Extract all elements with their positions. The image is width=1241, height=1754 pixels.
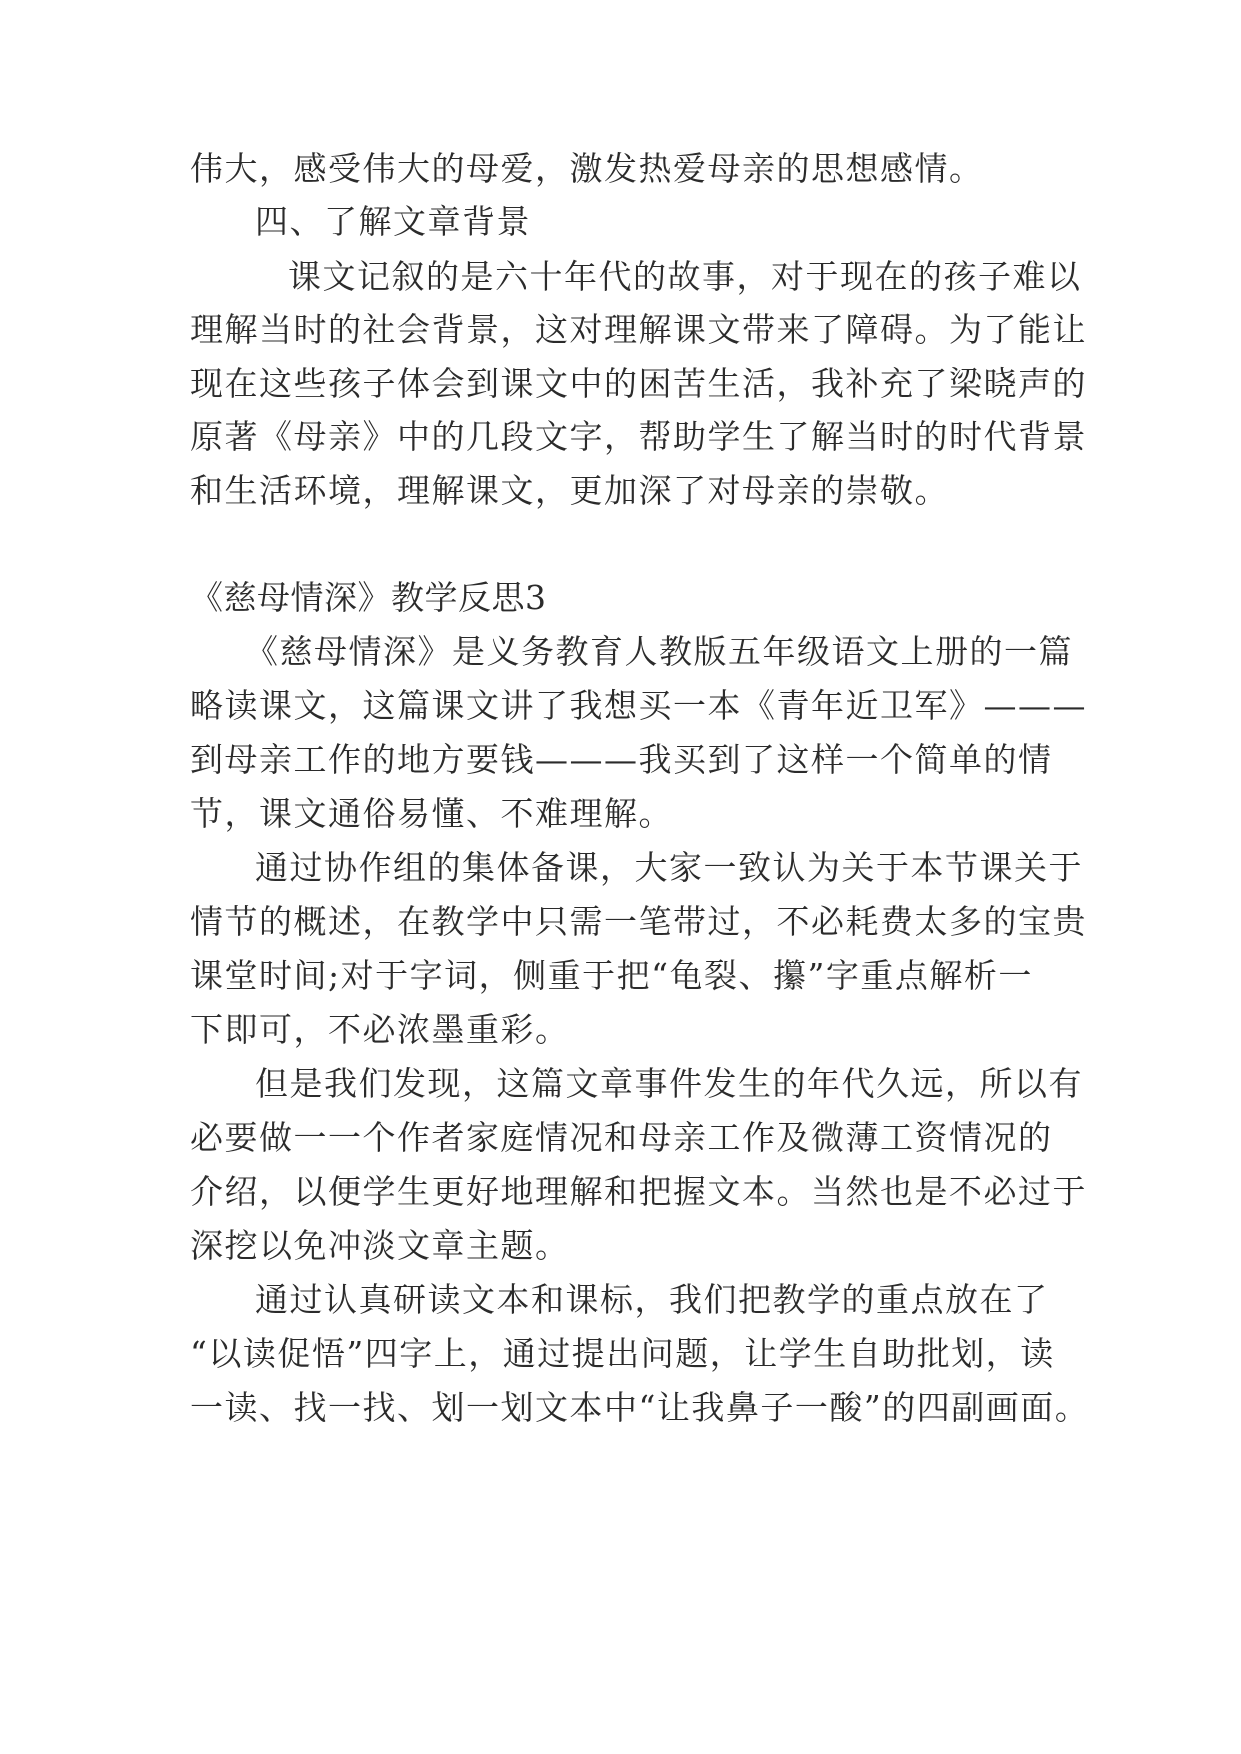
paragraph-line: 情节的概述，在教学中只需一笔带过，不必耗费太多的宝贵 bbox=[190, 902, 1087, 941]
paragraph-line: 和生活环境，理解课文，更加深了对母亲的崇敬。 bbox=[190, 471, 949, 510]
paragraph-line: 一读、找一找、划一划文本中“让我鼻子一酸”的四副画面。 bbox=[190, 1388, 1090, 1427]
paragraph-line: 伟大，感受伟大的母爱，激发热爱母亲的思想感情。 bbox=[190, 149, 984, 188]
paragraph-line: 略读课文，这篇课文讲了我想买一本《青年近卫军》——— bbox=[190, 686, 1087, 725]
paragraph-line: 课堂时间;对于字词，侧重于把“龟裂、攥”字重点解析一 bbox=[190, 956, 1033, 995]
paragraph-line: 到母亲工作的地方要钱———我买到了这样一个简单的情 bbox=[190, 740, 1053, 779]
paragraph-line: 下即可，不必浓墨重彩。 bbox=[190, 1010, 570, 1049]
paragraph-line: 通过认真研读文本和课标，我们把教学的重点放在了 bbox=[255, 1280, 1049, 1319]
paragraph-line: 理解当时的社会背景，这对理解课文带来了障碍。为了能让 bbox=[190, 310, 1087, 349]
paragraph-line: 但是我们发现，这篇文章事件发生的年代久远，所以有 bbox=[255, 1064, 1083, 1103]
paragraph-line: 通过协作组的集体备课，大家一致认为关于本节课关于 bbox=[255, 848, 1083, 887]
paragraph-line: 必要做一一个作者家庭情况和母亲工作及微薄工资情况的 bbox=[190, 1118, 1053, 1157]
paragraph-line: 《慈母情深》是义务教育人教版五年级语文上册的一篇 bbox=[245, 632, 1073, 671]
paragraph-line: 深挖以免冲淡文章主题。 bbox=[190, 1226, 570, 1265]
paragraph-line: “以读促悟”四字上，通过提出问题，让学生自助批划，读 bbox=[190, 1334, 1055, 1373]
section-heading: 四、了解文章背景 bbox=[255, 202, 531, 241]
paragraph-line: 原著《母亲》中的几段文字，帮助学生了解当时的时代背景 bbox=[190, 417, 1087, 456]
article-title: 《慈母情深》教学反思3 bbox=[190, 578, 547, 617]
paragraph-line: 节，课文通俗易懂、不难理解。 bbox=[190, 794, 673, 833]
paragraph-line: 现在这些孩子体会到课文中的困苦生活，我补充了梁晓声的 bbox=[190, 364, 1087, 403]
paragraph-line: 课文记叙的是六十年代的故事，对于现在的孩子难以 bbox=[288, 257, 1082, 296]
paragraph-line: 介绍，以便学生更好地理解和把握文本。当然也是不必过于 bbox=[190, 1172, 1087, 1211]
